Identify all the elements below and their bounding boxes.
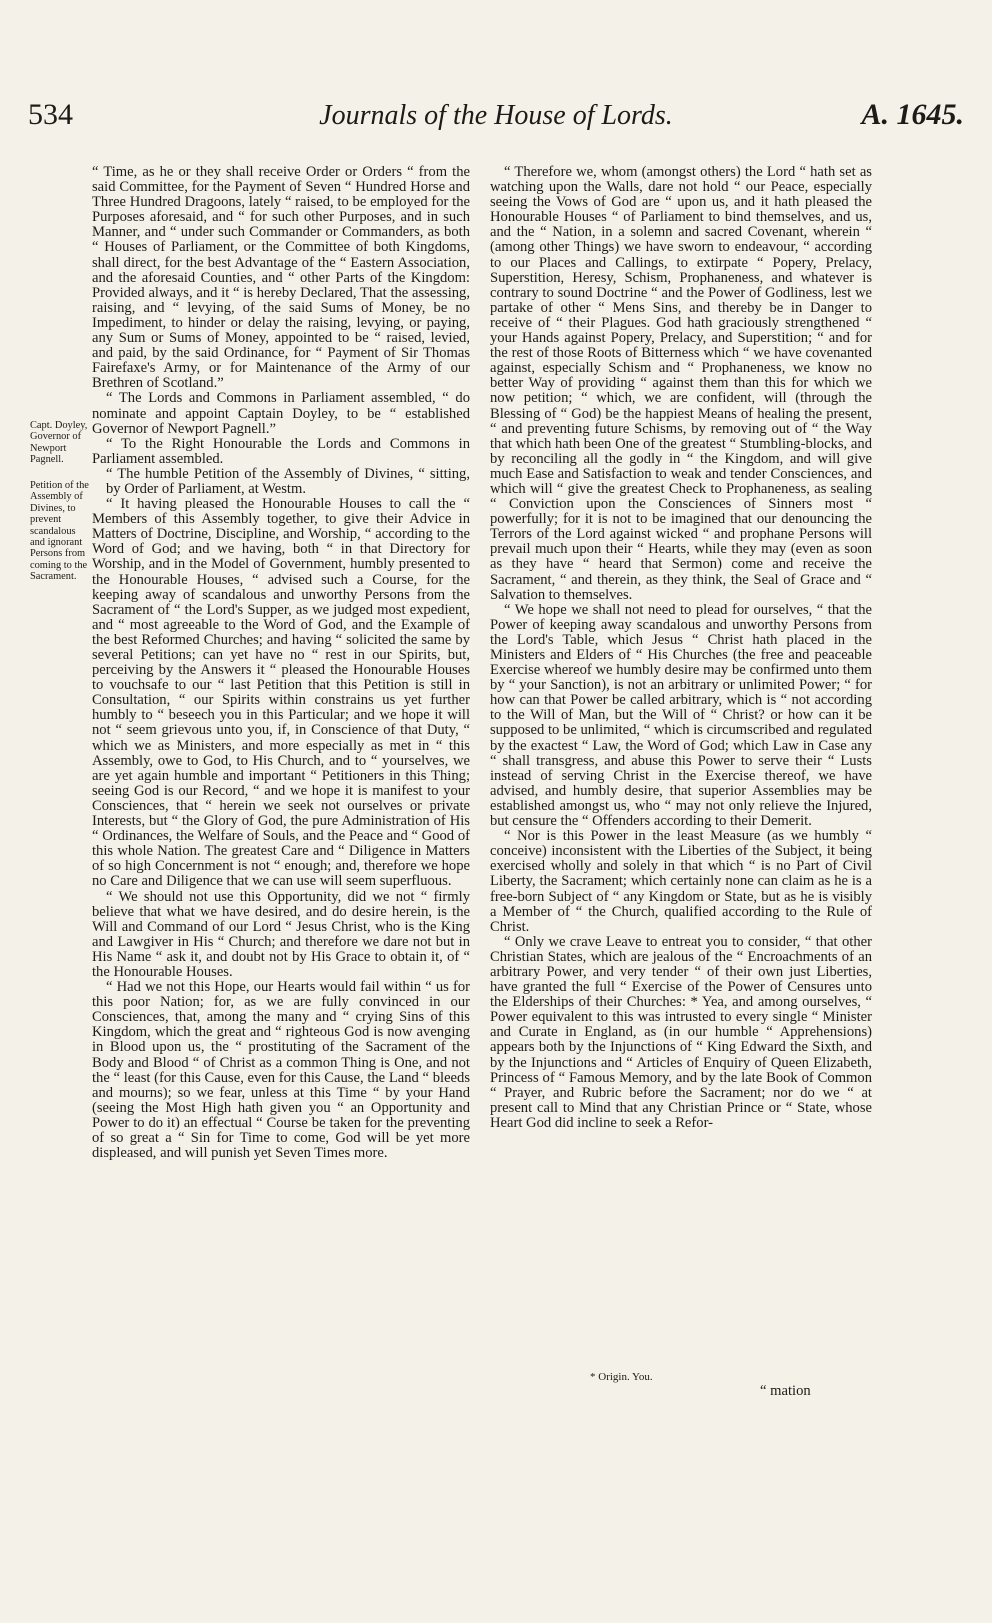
catchword: “ mation [760, 1383, 811, 1399]
paragraph: “ The Lords and Commons in Parliament assembled, “ do nominate and appoint Captain Doyley, to be “ established Governor of Newport Pagnell.” [92, 390, 470, 437]
paragraph: “ The humble Petition of the Assembly of Divines, “ sitting, by Order of Parliament, at Westm. [106, 465, 470, 497]
running-head: Journals of the House of Lords. [319, 100, 673, 131]
paragraph: “ Only we crave Leave to entreat you to consider, “ that other Christian States, which are jealous of the “ Encroachments of an arbitrary Power, and very tender “ of their own just Liberties, have granted the full “ Exercise of the Power of Censures unto the Elderships of their Churches: * Yea, and among ourselves, “ Power equivalent to this was intrusted to every single “ Minister and Curate in England, as (in our humble “ Apprehensions) appears both by the Injunctions of “ King Edward the Sixth, and by the Injunctions and “ Articles of Enquiry of Queen Elizabeth, Princess of “ Famous Memory, and by the late Book of Common “ Prayer, and Rubric before the Sacrament; nor do we “ at present call to Mind that any Christian Prince or “ State, whose Heart God did incline to seek a Refor- [490, 933, 872, 1131]
paragraph: “ Time, as he or they shall receive Order or Orders “ from the said Committee, for the Payment of Seven “ Hundred Horse and Three Hundred Dragoons, lately “ raised, to be employed for the Purposes aforesaid, and “ for such other Purposes, and in such Manner, and “ under such Commander or Commanders, as both “ Houses of Parliament, or the Committee of both Kingdoms, shall direct, for the best Advantage of the “ Eastern Association, and the aforesaid Counties, and “ other Parts of the Kingdom: Provided always, and it “ is hereby Declared, That the assessing, raising, and “ levying, of the said Sums of Money, be no Impediment, to hinder or delay the raising, levying, or paying, any Sum or Sums of Money, appointed to be “ raised, levied, and paid, by the said Ordinance, for “ Payment of Sir Thomas Fairefaxe's Army, or for Maintenance of the Army of our Brethren of Scotland.” [92, 164, 470, 392]
page-number: 534 [28, 98, 73, 131]
paragraph: “ Had we not this Hope, our Hearts would fail within “ us for this poor Nation; for, as we are fully convinced in our Consciences, that, among the many and “ crying Sins of this Kingdom, which the great and “ righteous God is now avenging in Blood upon us, the “ prostituting of the Sacrament of the Body and Blood “ of Christ as a common Thing is One, and not the “ least (for this Cause, even for this Cause, the Land “ bleeds and mourns); so we fear, unless at this Time “ by your Hand (seeing the Most High hath given you “ an Opportunity and Power to do it) an effectual “ Course be taken for the preventing of so great a “ Sin for Time to come, God will be yet more displeased, and will punish yet Seven Times more. [92, 979, 470, 1162]
paragraph: “ Nor is this Power in the least Measure (as we humbly “ conceive) inconsistent with the Liberties of the Subject, it being exercised wholly and solely in that which “ is no Part of Civil Liberty, the Sacrament; which certainly none can claim as he is a free-born Subject of “ any Kingdom or State, but as he is visibly a Member of “ the Church, qualified according to the Rule of Christ. [490, 828, 872, 935]
paragraph: “ We should not use this Opportunity, did we not “ firmly believe that what we have desired, and do desire herein, is the Will and Command of our Lord “ Jesus Christ, who is the King and Lawgiver in His “ Church; and therefore we dare not but in His Name “ ask it, and doubt not by His Grace to obtain it, of “ the Honourable Houses. [92, 888, 470, 980]
right-column [490, 165, 872, 1131]
margin-note-doyley: Capt. Doyley, Governor of Newport Pagnell. [30, 420, 88, 466]
left-column [92, 165, 470, 1161]
paragraph: “ Therefore we, whom (amongst others) the Lord “ hath set as watching upon the Walls, dare not hold “ our Peace, especially seeing the Vows of God are “ upon us, and it hath pleased the Honourable Houses “ of Parliament to bind themselves, and us, and the “ Nation, in a solemn and sacred Covenant, wherein “ (among other Things) we have sworn to endeavour, “ according to our Places and Callings, to extirpate “ Popery, Prelacy, Superstition, Heresy, Schism, Prophaneness, and whatever is contrary to sound Doctrine “ and the Power of Godliness, lest we partake of other “ Mens Sins, and thereby be in Danger to receive of “ their Plagues. God hath graciously strengthened “ your Hands against Popery, Prelacy, and Superstition; “ and for the rest of those Roots of Bitterness which “ we have covenanted against, especially Schism and “ Prophaneness, we know no better Way of providing “ against them than this for which we now petition; “ which, we are confident, will (through the Blessing of “ God) be the happiest Means of healing the present, “ and preventing future Schisms, by removing out of “ the Way that which hath been One of the greatest “ Stumbling-blocks, and by reconciling all the godly in “ the Kingdom, and will give much Ease and Satisfaction to weak and tender Consciences, and which will “ give the greatest Check to Prophaneness, as sealing “ Conviction upon the Consciences of Sinners most “ powerfully; for it is not to be imagined that our denouncing the Terrors of the Lord against wicked “ and prophane Persons will prevail much upon their “ Hearts, while they may (even as soon as they have “ heard that Sermon) come and receive the Sacrament, “ and therein, as they think, the Seal of Grace and “ Salvation to themselves. [490, 164, 872, 603]
paragraph: “ To the Right Honourable the Lords and Commons in Parliament assembled. [92, 435, 470, 467]
margin-note-petition: Petition of the Assembly of Divines, to prevent scandalous and ignorant Persons from coming to the Sacrament. [30, 480, 89, 583]
year-heading: A. 1645. [861, 98, 964, 131]
paragraph: “ It having pleased the Honourable Houses to call the “ Members of this Assembly together, to give their Advice in Matters of Doctrine, Discipline, and Worship, “ according to the Word of God; and we having, both “ in that Directory for Worship, and in the Model of Government, humbly presented to the Honourable Houses, “ advised such a Course, for the keeping away of scandalous and unworthy Persons from the Sacrament of “ the Lord's Supper, as we judged most expedient, and “ most agreeable to the Word of God, and the Example of the best Reformed Churches; and having “ solicited the same by several Petitions; can yet have no “ rest in our Spirits, but, perceiving by the Answers it “ pleased the Honourable Houses to vouchsafe to our “ last Petition that this Petition is still in Consultation, “ our Spirits within constrains us yet further humbly to “ beseech you in this Particular; and we hope it will not “ seem grievous unto you, if, in Conscience of that Duty, “ which we as Ministers, and more especially as met in “ this Assembly, owe to God, to His Church, and to “ yourselves, we are yet again humble and important “ Petitioners in this Thing; seeing God is our Record, “ and we hope it is manifest to your Consciences, that “ herein we seek not ourselves or private Interests, but “ the Glory of God, the pure Administration of His “ Ordinances, the Welfare of Souls, and the Peace and “ Good of this whole Nation. The greatest Care and “ Diligence in Matters of so high Concernment is not “ enough; and, therefore we hope no Care and Diligence that we can use will seem superfluous. [92, 496, 470, 890]
paragraph: “ We hope we shall not need to plead for ourselves, “ that the Power of keeping away scandalous and unworthy Persons from the Lord's Table, which Jesus “ Christ hath placed in the Ministers and Elders of “ His Churches (the free and peaceable Exercise whereof we humbly desire may be confirmed unto them by “ your Sanction), is not an arbitrary or unlimited Power; “ for how can that Power be called arbitrary, which is “ not according to the Will of Man, but the Will of “ Christ? or how can it be supposed to be unlimited, “ which is circumscribed and regulated by the exactest “ Law, the Word of God; which Law in Case any “ shall transgress, and abuse this Power to serve their “ Lusts instead of serving Christ in the Exercise thereof, we have advised, and humbly desire, that superior Assemblies may be established amongst us, who “ may not only relieve the Injured, but censure the “ Offenders according to their Demerit. [490, 601, 872, 830]
footnote: * Origin. You. [590, 1371, 653, 1383]
